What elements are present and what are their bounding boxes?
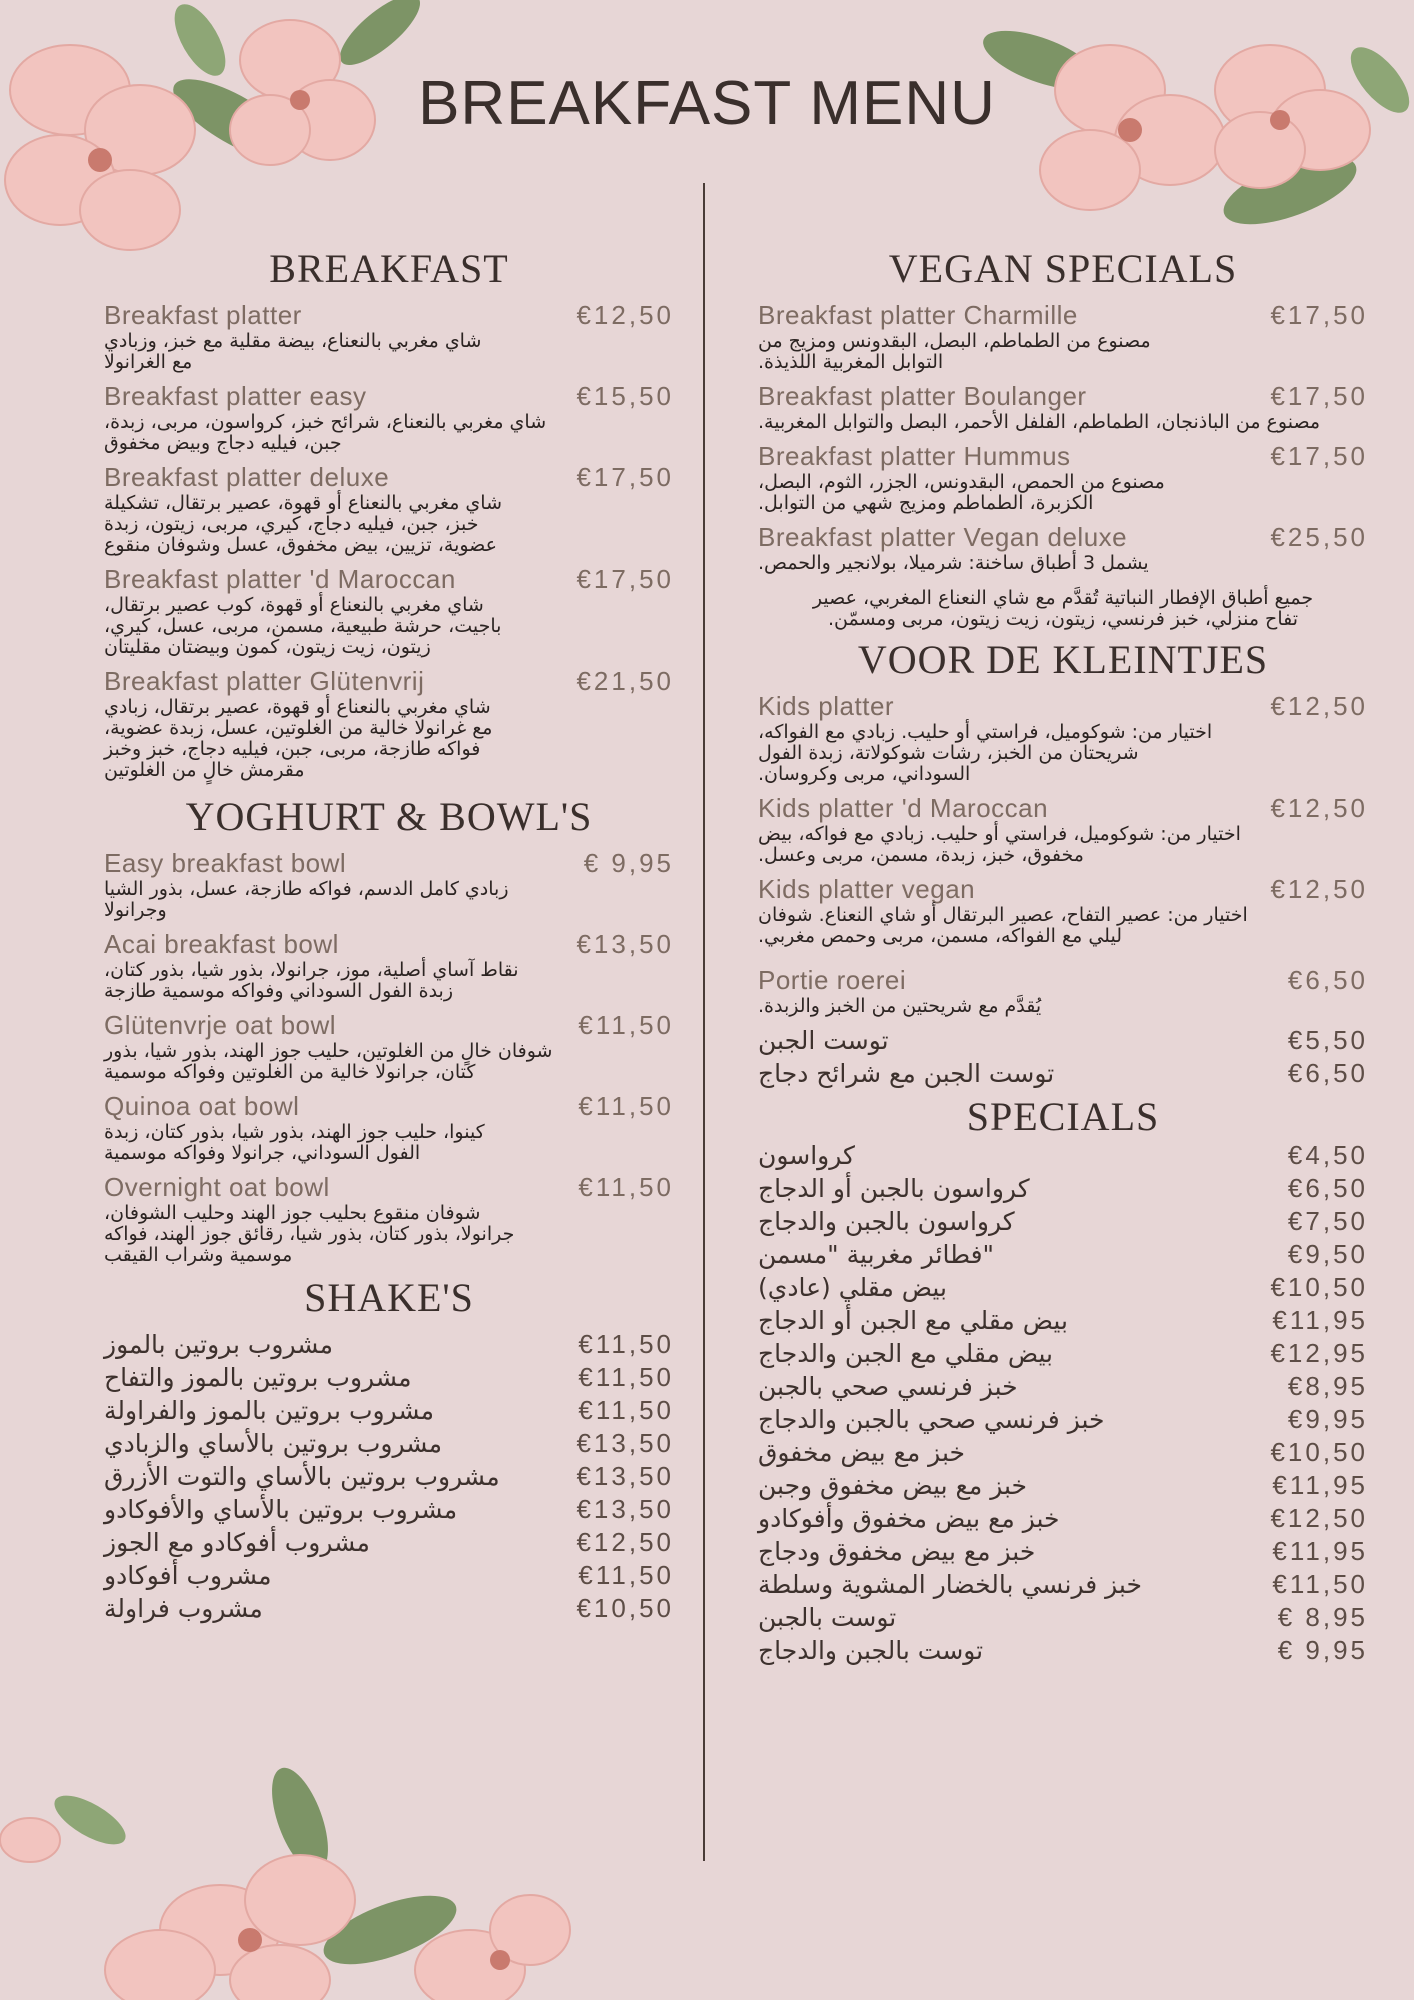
item-price: €13,50 [576, 1494, 674, 1524]
right-column [758, 245, 1368, 1668]
item-name: Easy breakfast bowl [104, 848, 347, 878]
item-name: توست بالجبن والدجاج [758, 1636, 984, 1665]
menu-item [758, 1025, 1368, 1058]
item-description: يشمل 3 أطباق ساخنة: شرميلا، بولانجير والحمص. [758, 552, 1149, 574]
item-price: €17,50 [1270, 300, 1368, 330]
item-description: شاي مغربي بالنعناع، شرائح خبز، كرواسون، مربى، زبدة، جبن، فيليه دجاج وبيض مخفوق [104, 411, 547, 454]
item-description: شاي مغربي بالنعناع أو قهوة، عصير برتقال، تشكيلة خبز، جبن، فيليه دجاج، كيري، مربى، زيتون، زبدة عضوية، تزيين، بيض مخفوق، عسل وشوفان منقوع [104, 492, 502, 556]
shakes-heading: SHAKE'S [304, 1275, 474, 1320]
specials-heading: SPECIALS [966, 1094, 1160, 1139]
item-price: €17,50 [576, 564, 674, 594]
bowls-heading: YOGHURT & BOWL'S [185, 794, 593, 839]
menu-item [758, 1371, 1368, 1404]
item-name: مشروب بروتين بالموز [104, 1330, 333, 1359]
item-name: كرواسون بالجبن والدجاج [758, 1207, 1015, 1236]
item-price: €6,50 [1287, 965, 1368, 995]
item-name: توست بالجبن [758, 1603, 897, 1632]
item-name: مشروب بروتين بالموز والتفاح [104, 1363, 412, 1392]
item-name: Breakfast platter 'd Maroccan [104, 564, 456, 594]
menu-item [104, 1461, 674, 1494]
menu-item [758, 300, 1368, 373]
item-name: Portie roerei [758, 965, 907, 995]
item-price: €12,95 [1270, 1338, 1368, 1368]
item-price: €12,50 [1270, 874, 1368, 904]
menu-item [758, 1470, 1368, 1503]
item-price: €13,50 [576, 1428, 674, 1458]
menu-item [104, 848, 674, 921]
item-price: €10,50 [1270, 1272, 1368, 1302]
menu-item [758, 1569, 1368, 1602]
item-name: توست الجبن [758, 1026, 889, 1055]
flower-decoration-bottom-left [0, 1760, 640, 2000]
menu-item [758, 1239, 1368, 1272]
item-name: خبز فرنسي صحي بالجبن [758, 1372, 1018, 1401]
menu-item [104, 1395, 674, 1428]
menu-item [104, 1172, 674, 1266]
item-price: €12,50 [1270, 1503, 1368, 1533]
column-divider [703, 183, 705, 1861]
item-name: بيض مقلي (عادي) [758, 1273, 947, 1302]
item-name: كرواسون بالجبن أو الدجاج [758, 1174, 1030, 1203]
menu-item [104, 666, 674, 781]
vegan-heading: VEGAN SPECIALS [888, 246, 1238, 291]
menu-item [758, 965, 1368, 1017]
menu-item [104, 1428, 674, 1461]
menu-item [758, 441, 1368, 514]
menu-title: BREAKFAST MENU [418, 69, 996, 138]
item-price: €17,50 [1270, 381, 1368, 411]
menu-item [758, 691, 1368, 785]
vegan-note: جميع أطباق الإفطار النباتية تُقدَّم مع شاي النعناع المغربي، عصير تفاح منزلي، خبز فرنسي، زيتون، زيت زيتون، مربى ومسمّن. [812, 587, 1314, 630]
item-price: €12,50 [1270, 691, 1368, 721]
menu-item [104, 381, 674, 454]
menu-item [104, 1527, 674, 1560]
item-price: €10,50 [1270, 1437, 1368, 1467]
menu-item [758, 1058, 1368, 1091]
menu-item [758, 1272, 1368, 1305]
menu-item [104, 1010, 674, 1083]
item-name: مشروب أفوكادو مع الجوز [104, 1528, 370, 1557]
item-name: خبز فرنسي بالخضار المشوية وسلطة [758, 1570, 1142, 1599]
menu-item [758, 381, 1368, 433]
item-name: خبز فرنسي صحي بالجبن والدجاج [758, 1405, 1105, 1434]
item-price: €12,50 [576, 300, 674, 330]
item-name: مشروب بروتين بالأساي والزبادي [104, 1429, 442, 1458]
item-description: شوفان خالٍ من الغلوتين، حليب جوز الهند، بذور شيا، بذور كتان، جرانولا خالية من الغلوتين وفواكه موسمية [104, 1040, 553, 1083]
item-name: مشروب بروتين بالموز والفراولة [104, 1396, 435, 1425]
item-description: شاي مغربي بالنعناع أو قهوة، عصير برتقال، زبادي مع غرانولا خالية من الغلوتين، عسل، زبدة عضوية، فواكه طازجة، مربى، جبن، فيليه دجاج، خبز وخبز مقرمش خالٍ من الغلوتين [104, 696, 493, 781]
menu-item [758, 1140, 1368, 1173]
item-name: خبز مع بيض مخفوق [758, 1438, 965, 1467]
menu-item [104, 1329, 674, 1362]
menu-item [758, 1437, 1368, 1470]
item-price: €9,50 [1287, 1239, 1368, 1269]
item-name: بيض مقلي مع الجبن أو الدجاج [758, 1306, 1068, 1335]
menu-item [758, 1635, 1368, 1668]
item-description: نقاط آساي أصلية، موز، جرانولا، بذور شيا، بذور كتان، زبدة الفول السوداني وفواكه موسمية طازجة [104, 959, 519, 1002]
item-name: Kids platter 'd Maroccan [758, 793, 1049, 823]
item-name: مشروب بروتين بالأساي والأفوكادو [104, 1495, 458, 1524]
item-name: Kids platter [758, 691, 895, 721]
item-description: اختيار من: عصير التفاح، عصير البرتقال أو شاي النعناع. شوفان ليلي مع الفواكه، مسمن، مربى وحمص مغربي. [758, 904, 1248, 947]
item-description: اختيار من: شوكوميل، فراستي أو حليب. زبادي مع الفواكه، شريحتان من الخبز، رشات شوكولاتة، زبدة الفول السوداني، مربى وكروسان. [758, 721, 1213, 785]
item-description: مصنوع من الطماطم، البصل، البقدونس ومزيج من التوابل المغربية اللذيذة. [758, 330, 1151, 373]
item-name: Acai breakfast bowl [104, 929, 339, 959]
item-price: €11,50 [578, 1395, 674, 1425]
item-name: Breakfast platter Boulanger [758, 381, 1087, 411]
item-description: اختيار من: شوكوميل، فراستي أو حليب. زبادي مع فواكه، بيض مخفوق، خبز، زبدة، مسمن، مربى وعسل. [758, 823, 1241, 866]
item-description: شاي مغربي بالنعناع، بيضة مقلية مع خبز، وزبادي مع الغرانولا [104, 330, 482, 373]
item-price: €8,95 [1287, 1371, 1368, 1401]
menu-item [104, 300, 674, 373]
item-name: Breakfast platter Vegan deluxe [758, 522, 1128, 552]
item-name: Breakfast platter Charmille [758, 300, 1078, 330]
item-price: €25,50 [1270, 522, 1368, 552]
breakfast-heading: BREAKFAST [269, 246, 509, 291]
item-name: Breakfast platter [104, 300, 302, 330]
menu-item [758, 1305, 1368, 1338]
item-name: Breakfast platter deluxe [104, 462, 390, 492]
menu-item [758, 1536, 1368, 1569]
menu-item [104, 1091, 674, 1164]
menu-item [758, 1206, 1368, 1239]
item-name: مشروب أفوكادو [104, 1561, 272, 1590]
item-price: €11,50 [578, 1362, 674, 1392]
menu-item [758, 522, 1368, 574]
item-name: مشروب فراولة [104, 1594, 263, 1623]
item-name: مشروب بروتين بالأساي والتوت الأزرق [104, 1462, 500, 1491]
item-price: € 8,95 [1277, 1602, 1368, 1632]
item-name: خبز مع بيض مخفوق وأفوكادو [758, 1504, 1060, 1533]
item-description: شاي مغربي بالنعناع أو قهوة، كوب عصير برتقال، باجيت، حرشة طبيعية، مسمن، مربى، عسل، كيري، زيتون، زيت زيتون، كمون وبيضتان مقليتان [104, 594, 502, 658]
item-price: €12,50 [1270, 793, 1368, 823]
menu-item [104, 1362, 674, 1395]
menu-item [104, 1560, 674, 1593]
item-description: كينوا، حليب جوز الهند، بذور شيا، بذور كتان، زبدة الفول السوداني، جرانولا وفواكه موسمية [104, 1121, 485, 1164]
item-name: خبز مع بيض مخفوق وجبن [758, 1471, 1027, 1500]
item-name: Overnight oat bowl [104, 1172, 330, 1202]
item-price: €7,50 [1287, 1206, 1368, 1236]
item-price: €13,50 [576, 929, 674, 959]
menu-item [104, 1593, 674, 1626]
menu-item [758, 1503, 1368, 1536]
item-name: Glütenvrje oat bowl [104, 1010, 337, 1040]
menu-item [758, 874, 1368, 947]
item-price: €11,95 [1272, 1536, 1368, 1566]
item-price: €11,95 [1272, 1305, 1368, 1335]
item-price: € 9,95 [583, 848, 674, 878]
menu-item [758, 1602, 1368, 1635]
item-price: €11,50 [578, 1091, 674, 1121]
menu-item [104, 564, 674, 658]
item-price: €10,50 [576, 1593, 674, 1623]
item-price: €11,50 [1272, 1569, 1368, 1599]
item-price: €6,50 [1287, 1058, 1368, 1088]
menu-item [758, 1404, 1368, 1437]
item-description: مصنوع من الحمص، البقدونس، الجزر، الثوم، البصل، الكزبرة، الطماطم ومزيج شهي من التوابل. [758, 471, 1165, 514]
left-column [104, 245, 674, 1626]
item-description: مصنوع من الباذنجان، الطماطم، الفلفل الأحمر، البصل والتوابل المغربية. [758, 411, 1321, 433]
item-description: زبادي كامل الدسم، فواكه طازجة، عسل، بذور الشيا وجرانولا [104, 878, 509, 921]
item-price: €15,50 [576, 381, 674, 411]
item-name: كرواسون [758, 1141, 855, 1170]
item-price: €5,50 [1287, 1025, 1368, 1055]
item-price: €11,50 [578, 1560, 674, 1590]
menu-item [758, 1338, 1368, 1371]
item-name: Quinoa oat bowl [104, 1091, 300, 1121]
shakes-list [104, 1329, 674, 1626]
item-price: €21,50 [576, 666, 674, 696]
item-description: شوفان منقوع بحليب جوز الهند وحليب الشوفان، جرانولا، بذور كتان، بذور شيا، رقائق جوز الهند، فواكه موسمية وشراب القيقب [104, 1202, 515, 1266]
item-price: €17,50 [576, 462, 674, 492]
item-name: توست الجبن مع شرائح دجاج [758, 1059, 1055, 1088]
item-price: €4,50 [1287, 1140, 1368, 1170]
item-price: €11,50 [578, 1010, 674, 1040]
item-name: Breakfast platter Hummus [758, 441, 1071, 471]
menu-item [104, 1494, 674, 1527]
item-name: Kids platter vegan [758, 874, 976, 904]
item-price: €11,50 [578, 1329, 674, 1359]
item-name: خبز مع بيض مخفوق ودجاج [758, 1537, 1036, 1566]
item-price: €11,50 [578, 1172, 674, 1202]
menu-item [104, 462, 674, 556]
item-price: €12,50 [576, 1527, 674, 1557]
item-name: Breakfast platter Glütenvrij [104, 666, 425, 696]
item-price: €9,95 [1287, 1404, 1368, 1434]
specials-list [758, 1140, 1368, 1668]
kids-heading: VOOR DE KLEINTJES [857, 637, 1269, 682]
item-price: €6,50 [1287, 1173, 1368, 1203]
item-name: Breakfast platter easy [104, 381, 367, 411]
item-price: €17,50 [1270, 441, 1368, 471]
item-description: يُقدَّم مع شريحتين من الخبز والزبدة. [758, 995, 1042, 1017]
menu-item [758, 793, 1368, 866]
item-name: بيض مقلي مع الجبن والدجاج [758, 1339, 1054, 1368]
item-price: €11,95 [1272, 1470, 1368, 1500]
item-price: € 9,95 [1277, 1635, 1368, 1665]
item-price: €13,50 [576, 1461, 674, 1491]
menu-item [104, 929, 674, 1002]
item-name: "فطائر مغربية "مسمن [758, 1240, 995, 1269]
menu-item [758, 1173, 1368, 1206]
